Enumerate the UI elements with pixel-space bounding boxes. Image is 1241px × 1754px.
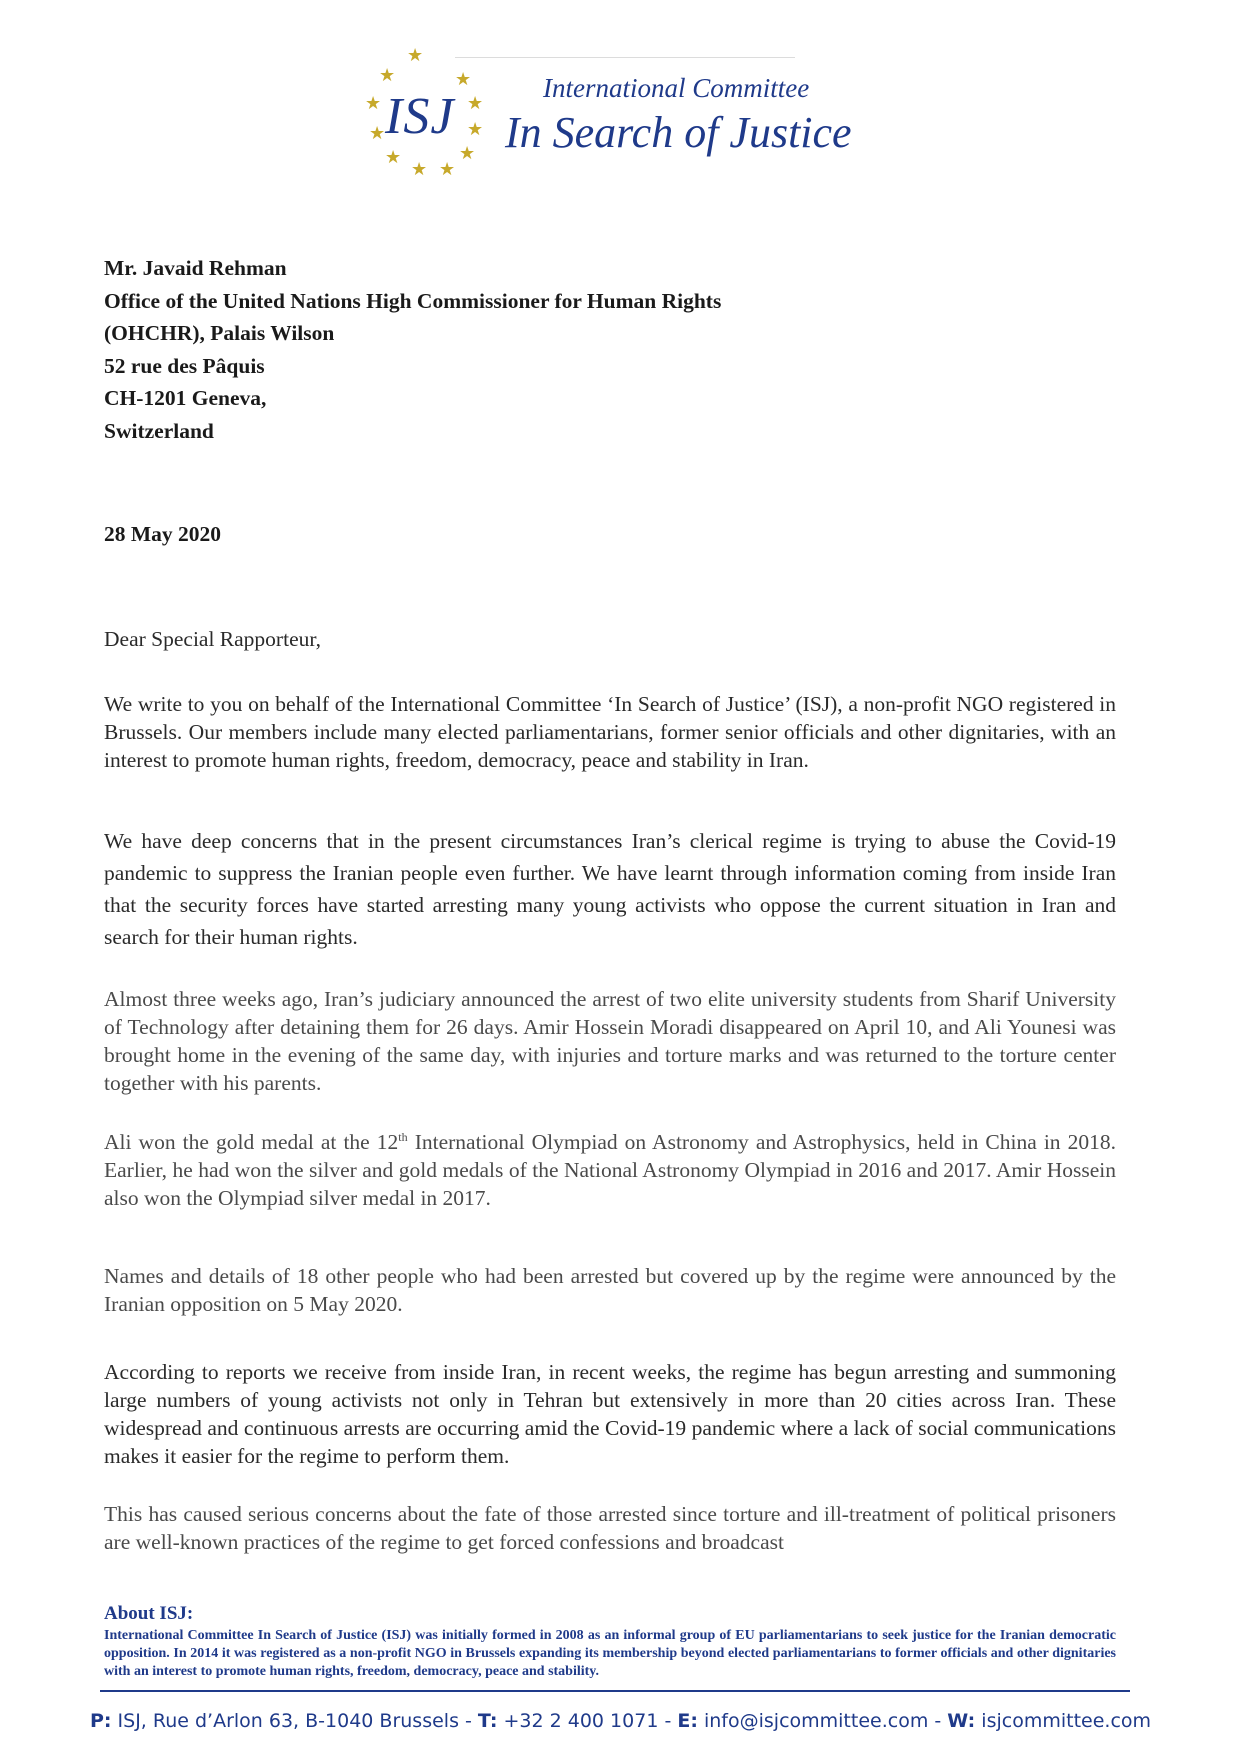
letter-date: 28 May 2020	[104, 522, 222, 546]
footer-email[interactable]: info@isjcommittee.com -	[697, 1710, 948, 1732]
isj-logo	[355, 45, 875, 185]
footer-postal-label: P:	[89, 1710, 112, 1732]
body-paragraph: Almost three weeks ago, Iran’s judiciary announced the arrest of two elite university students from Sharif University of Technology after detaining them for 26 days. Amir Hossein Moradi disappeared on April 10, and Ali Younesi was brought home in the evening of the same day, with injuries and torture marks and was returned to the torture center together with his parents.	[104, 987, 1116, 1095]
footer-divider	[100, 1690, 1130, 1692]
about-title: About ISJ:	[104, 1603, 194, 1624]
logo-divider	[455, 57, 795, 58]
logo-monogram: ISJ	[385, 88, 455, 145]
address-line: Mr. Javaid Rehman	[104, 256, 287, 280]
address-line: Switzerland	[104, 418, 214, 443]
about-section	[104, 1603, 1116, 1681]
address-line: Office of the United Nations High Commissioner for Human Rights	[104, 288, 722, 313]
about-text	[104, 1627, 1116, 1681]
footer-website[interactable]: isjcommittee.com	[975, 1710, 1152, 1732]
paragraph-text: Ali won the gold medal at the 12	[104, 1130, 399, 1154]
about-lead: International Committee In Search of Justice (ISJ)	[104, 1628, 412, 1643]
body-paragraph: Names and details of 18 other people who had been arrested but covered up by the regime were announced by the Iranian opposition on 5 May 2020.	[104, 1264, 1116, 1316]
body-paragraph: According to reports we receive from inside Iran, in recent weeks, the regime has begun arresting and summoning large numbers of young activists not only in Tehran but extensively in more than 20 cities across Iran. These widespread and continuous arrests are occurring amid the Covid-19 pandemic where a lack of social communications makes it easier for the regime to perform them.	[104, 1360, 1116, 1468]
salutation: Dear Special Rapporteur,	[104, 627, 322, 651]
logo-org-line1: International Committee	[543, 73, 810, 103]
about-body: was initially formed in 2008 as an informal group of EU parliamentarians to seek justice for the Iranian democratic opposition. In 2014 it was registered as a non-profit NGO in Brussels expanding its membership beyond elected parliamentarians to former officials and other dignitaries with an interest to promote human rights, freedom, democracy, peace and stability.	[104, 1628, 1117, 1679]
footer-postal-address: ISJ, Rue d’Arlon 63, B-1040 Brussels -	[111, 1710, 478, 1732]
body-paragraph: We write to you on behalf of the International Committee ‘In Search of Justice’ (ISJ), a non-profit NGO registered in Brussels. Our members include many elected parliamentarians, former senior officials and other dignitaries, with an interest to promote human rights, freedom, democracy, peace and stability in Iran.	[104, 692, 1116, 772]
logo-org-line2: In Search of Justice	[505, 108, 852, 157]
footer-contact	[0, 1710, 1241, 1732]
body-paragraph	[104, 1128, 1116, 1212]
address-line: CH-1201 Geneva,	[104, 386, 267, 410]
recipient-address	[104, 252, 721, 447]
body-paragraph: We have deep concerns that in the present circumstances Iran’s clerical regime is trying to abuse the Covid-19 pandemic to suppress the Iranian people even further. We have learnt through information coming from inside Iran that the security forces have started arresting many young activists who oppose the current situation in Iran and search for their human rights.	[104, 829, 1116, 949]
superscript: th	[398, 1129, 408, 1144]
body-paragraph: This has caused serious concerns about the fate of those arrested since torture and ill-treatment of political prisoners are well-known practices of the regime to get forced confessions and broadcast	[104, 1502, 1116, 1554]
footer-email-label: E:	[677, 1710, 698, 1732]
address-line: 52 rue des Pâquis	[104, 353, 265, 378]
paragraph-text: International Olympiad on Astronomy and Astrophysics, held in China in 2018. Earlier, he had won the silver and gold medals of the National Astronomy Olympiad in 2016 and 2017. Amir Hossein also won the Olympiad silver medal in 2017.	[104, 1130, 1116, 1210]
footer-phone-label: T:	[477, 1710, 498, 1732]
footer-phone: +32 2 400 1071 -	[497, 1710, 678, 1732]
footer-web-label: W:	[947, 1710, 976, 1732]
star-circle-icon: ★ ★ ★ ★ ★ ★ ★ ★ ★ ★ ★	[365, 45, 484, 180]
address-line: (OHCHR), Palais Wilson	[104, 321, 335, 345]
